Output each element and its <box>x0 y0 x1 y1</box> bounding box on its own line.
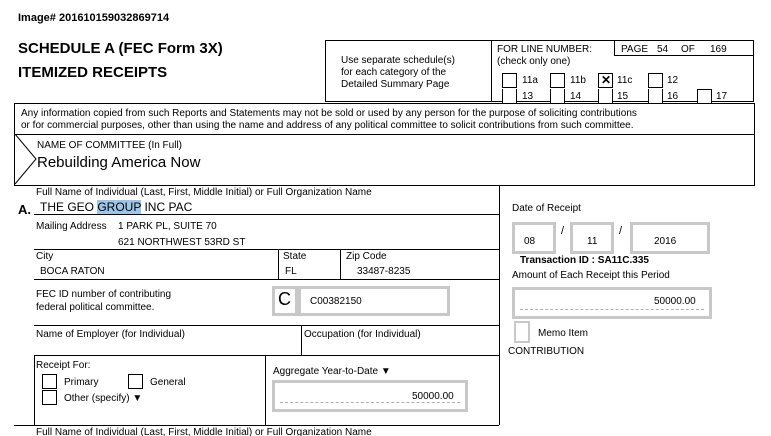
line-16-label: 16 <box>667 91 679 102</box>
page-label: PAGE <box>621 44 649 55</box>
aggregate-value: 50000.00 <box>412 391 454 402</box>
contributor-name: THE GEO GROUP INC PAC <box>40 200 193 214</box>
fec-id-label-2: federal political committee. <box>36 302 155 313</box>
general-label: General <box>150 377 186 388</box>
employer-label: Name of Employer (for Individual) <box>36 329 185 340</box>
primary-label: Primary <box>64 377 99 388</box>
for-line-label: FOR LINE NUMBER: <box>497 44 593 55</box>
line-number-box <box>492 40 754 102</box>
address-line-2: 621 NORTHWEST 53RD ST <box>118 237 246 248</box>
receipt-for-label: Receipt For: <box>36 360 91 371</box>
schedule-title: SCHEDULE A (FEC Form 3X) <box>18 40 223 57</box>
notice-line-2: or for commercial purposes, other than using the name and address of any political committee to solicit contributions from such committee. <box>21 120 634 131</box>
date-day: 11 <box>587 236 598 247</box>
other-label: Other (specify) ▼ <box>64 393 143 404</box>
city-value: BOCA RATON <box>40 266 105 277</box>
next-entry-name-label: Full Name of Individual (Last, First, Middle Initial) or Full Organization Name <box>36 427 372 436</box>
primary-checkbox[interactable] <box>42 374 57 389</box>
zip-label: Zip Code <box>346 251 387 262</box>
schedule-subtitle: ITEMIZED RECEIPTS <box>18 64 168 81</box>
page-of-label: OF <box>681 44 695 55</box>
line-11c-checkbox[interactable] <box>598 73 613 88</box>
notice-line-1: Any information copied from such Reports and Statements may not be sold or used by any person for the purpose of soliciting contributions <box>21 108 637 119</box>
check-only-one-label: (check only one) <box>497 56 571 67</box>
line-15-label: 15 <box>617 91 629 102</box>
line-11b-label: 11b <box>570 75 586 86</box>
committee-arrow-icon <box>14 134 38 185</box>
line-15-checkbox[interactable] <box>598 89 613 104</box>
date-separator-2: / <box>619 225 623 237</box>
line-11a-label: 11a <box>522 75 538 86</box>
page-total: 169 <box>710 44 727 55</box>
instructions-line-1: Use separate schedule(s) <box>341 55 455 66</box>
committee-label: NAME OF COMMITTEE (In Full) <box>37 140 182 151</box>
image-id-label: Image# 201610159032869714 <box>18 12 170 24</box>
line-14-label: 14 <box>570 91 582 102</box>
line-17-checkbox[interactable] <box>697 89 712 104</box>
occupation-label: Occupation (for Individual) <box>304 329 421 340</box>
address-line-1: 1 PARK PL, SUITE 70 <box>118 221 217 232</box>
entry-letter: A. <box>18 202 31 217</box>
full-name-label: Full Name of Individual (Last, First, Middle Initial) or Full Organization Name <box>36 187 372 198</box>
line-13-label: 13 <box>522 91 534 102</box>
line-12-checkbox[interactable] <box>648 73 663 88</box>
state-value: FL <box>285 266 297 277</box>
line-12-label: 12 <box>667 75 679 86</box>
mailing-address-label: Mailing Address <box>36 221 107 232</box>
line-11a-checkbox[interactable] <box>502 73 517 88</box>
general-checkbox[interactable] <box>128 374 143 389</box>
instructions-box <box>325 40 492 102</box>
fec-id-value: C00382150 <box>310 296 362 307</box>
line-11c-label: 11c <box>617 75 633 86</box>
line-13-checkbox[interactable] <box>502 89 517 104</box>
fec-id-label-1: FEC ID number of contributing <box>36 289 172 300</box>
zip-value: 33487-8235 <box>357 266 411 277</box>
instructions-line-3: Detailed Summary Page <box>341 79 450 90</box>
date-of-receipt-label: Date of Receipt <box>512 203 581 214</box>
aggregate-label: Aggregate Year-to-Date ▼ <box>273 366 391 377</box>
memo-item-label: Memo Item <box>538 328 589 339</box>
line-11b-checkbox[interactable] <box>550 73 565 88</box>
memo-item-checkbox[interactable] <box>514 321 530 343</box>
line-16-checkbox[interactable] <box>648 89 663 104</box>
city-label: City <box>36 251 54 262</box>
page-current: 54 <box>657 44 669 55</box>
line-14-checkbox[interactable] <box>550 89 565 104</box>
committee-name: Rebuilding America Now <box>37 154 201 171</box>
line-17-label: 17 <box>716 91 728 102</box>
amount-label: Amount of Each Receipt this Period <box>512 270 670 281</box>
date-month: 08 <box>524 236 536 247</box>
instructions-line-2: for each category of the <box>341 67 447 78</box>
state-label: State <box>283 251 307 262</box>
contribution-label: CONTRIBUTION <box>508 346 585 357</box>
date-separator-1: / <box>561 225 565 237</box>
amount-value: 50000.00 <box>654 296 696 307</box>
transaction-id: Transaction ID : SA11C.335 <box>520 255 649 266</box>
fec-prefix: C <box>278 289 291 309</box>
other-checkbox[interactable] <box>42 390 57 405</box>
date-year: 2016 <box>654 236 677 247</box>
